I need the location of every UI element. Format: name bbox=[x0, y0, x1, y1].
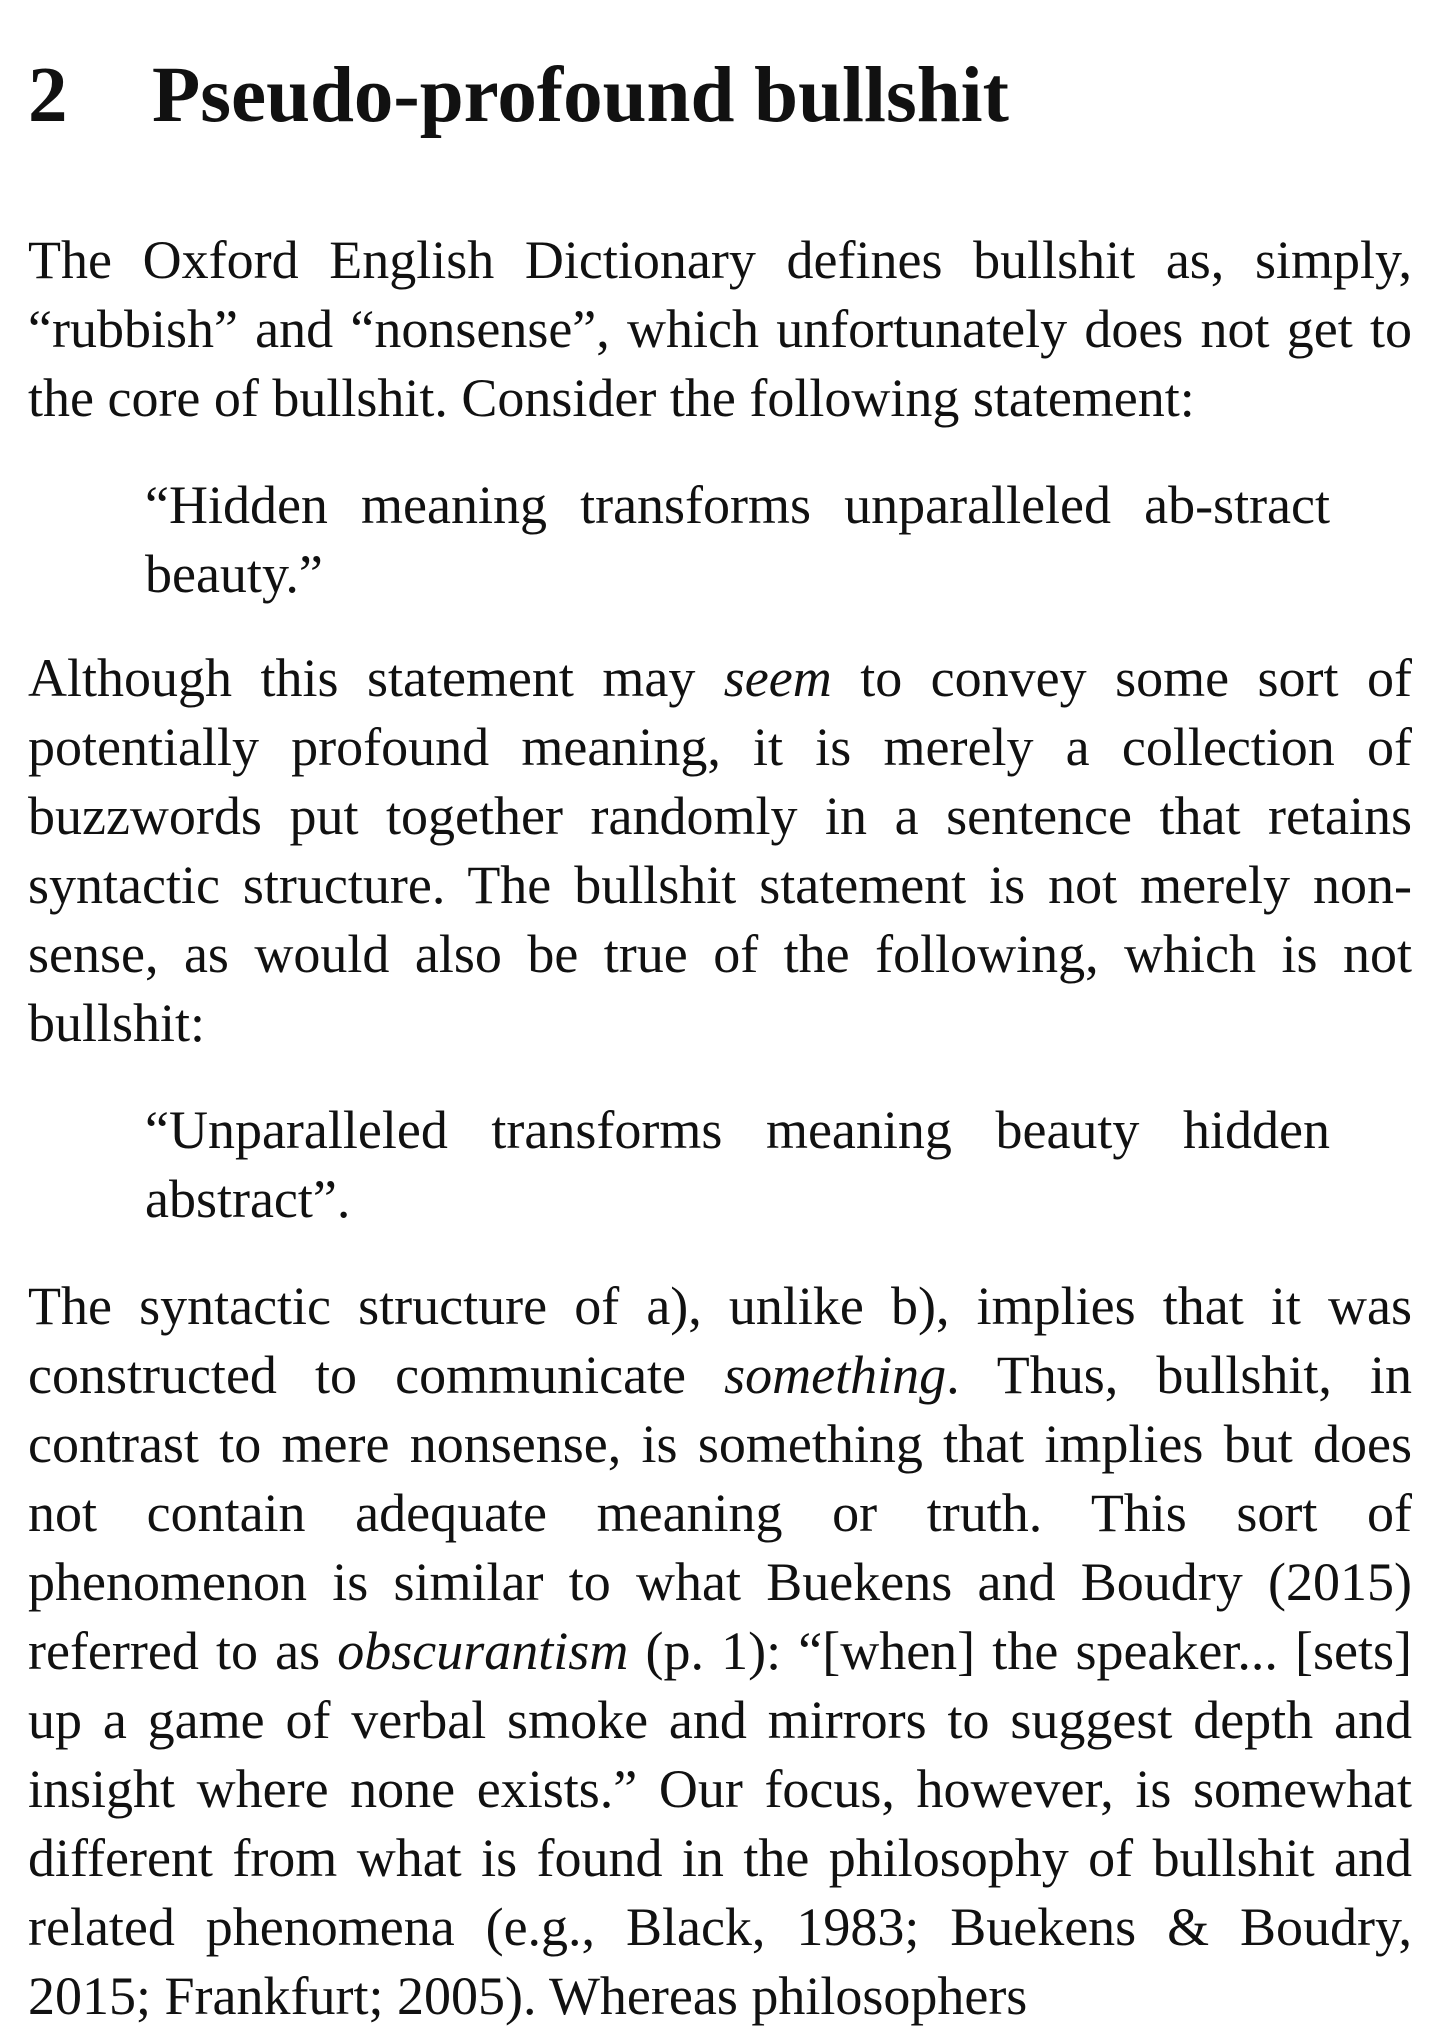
paragraph-analysis-text-2: to convey some sort of potentially profound meaning, it is merely a collection of buzzwords put together randomly in a sentence that retains syntactic structure. The bullshit statement is not merely non-sense, as would also be true of the following, which is not bullshit: bbox=[28, 648, 1412, 1053]
paragraph-comparison-text-3: (p. 1): “[when] the speaker... [sets] up a game of verbal smoke and mirrors to suggest depth and insight where none exists.” Our focus, however, is somewhat different from what is found in the philosophy of bullshit and related phenomena (e.g., Black, 1983; Buekens & Boudry, 2015; Frankfurt; 2005). Whereas philosophers bbox=[28, 1621, 1412, 2026]
quote-statement-b: “Unparalleled transforms meaning beauty hidden abstract”. bbox=[145, 1100, 1330, 1229]
section-title: Pseudo-profound bullshit bbox=[152, 52, 1009, 139]
paragraph-comparison-text-1: The syntactic structure of a), unlike b), implies that it was constructed to communicate bbox=[28, 1276, 1412, 1405]
quote-statement-a: “Hidden meaning transforms unparalleled ab-stract beauty.” bbox=[145, 475, 1330, 604]
paragraph-analysis-text-1: Although this statement may bbox=[28, 648, 724, 708]
paragraph-comparison-text-2: . Thus, bullshit, in contrast to mere nonsense, is something that implies but does not contain adequate meaning or truth. This sort of phenomenon is similar to what Buekens and Boudry (2015) referred to as bbox=[28, 1345, 1412, 1681]
emphasis-obscurantism: obscurantism bbox=[337, 1621, 629, 1681]
emphasis-seem: seem bbox=[723, 648, 832, 708]
paragraph-definition: The Oxford English Dictionary defines bullshit as, simply, “rubbish” and “nonsense”, which unfortunately does not get to the core of bullshit. Consider the following statement: bbox=[28, 230, 1412, 428]
paragraph-comparison bbox=[28, 1272, 1412, 2031]
section-heading bbox=[28, 40, 1412, 152]
document-page bbox=[28, 0, 1412, 2031]
emphasis-something: something bbox=[724, 1345, 947, 1405]
section-number: 2 bbox=[28, 52, 68, 139]
paragraph-analysis bbox=[28, 644, 1412, 1058]
